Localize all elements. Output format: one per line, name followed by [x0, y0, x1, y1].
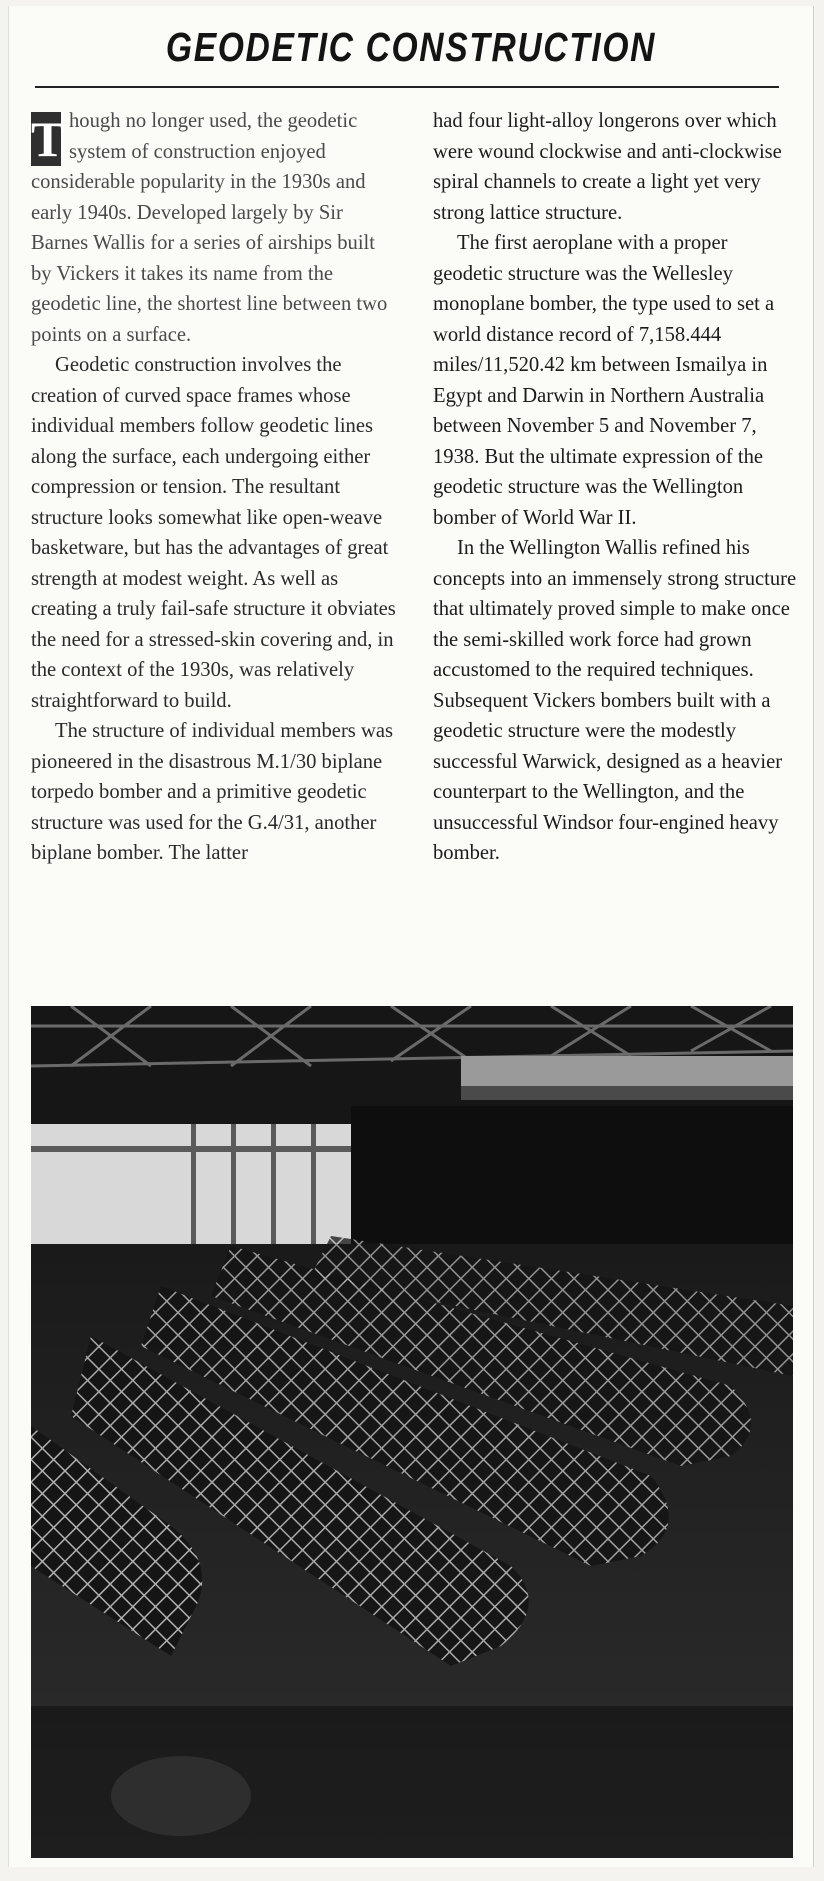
page-title: GEODETIC CONSTRUCTION [165, 24, 657, 70]
paragraph-1-text: hough no longer used, the geodetic system of construction enjoyed considerable popularity in the 1930s and early 1940s. Developed largely by Sir Barnes Wallis for a series of airships built by Vickers it takes its name from the geodetic line, the shortest line between two points on a surface. [31, 110, 388, 346]
article-paragraph-1 [31, 106, 399, 350]
article-paragraph-4: The first aeroplane with a proper geodetic structure was the Wellesley monoplane bomber, the type used to set a world distance record of 7,158.444 miles/11,520.42 km between Ismailya in Egypt and Darwin in Northern Australia between November 5 and November 7, 1938. But the ultimate expression of the geodetic structure was the Wellington bomber of World War II. [433, 232, 775, 529]
title-rule [35, 86, 779, 88]
factory-photo [31, 1006, 793, 1858]
article-paragraph-2: Geodetic construction involves the creation of curved space frames whose individual members follow geodetic lines along the surface, each undergoing either compression or tension. The resultant structure looks somewhat like open-weave basketware, but has the advantages of great strength at modest weight. As well as creating a truly fail-safe structure it obviates the need for a stressed-skin covering and, in the context of the 1930s, was relatively straightforward to build. [31, 354, 396, 712]
article-paragraph-3: The structure of individual members was pioneered in the disastrous M.1/30 biplane torpedo bomber and a primitive geodetic structure was used for the G.4/31, another biplane bomber. The latter [31, 720, 393, 864]
article-column-left [31, 106, 399, 869]
overhead-beam [461, 1056, 793, 1086]
article-column-right [433, 106, 801, 869]
drop-cap: T [31, 111, 65, 167]
article-columns [31, 106, 801, 869]
floor-stand [111, 1756, 251, 1836]
factory-photo-illustration [31, 1006, 793, 1858]
magazine-page [8, 6, 814, 1867]
article-paragraph-3-continued: had four light-alloy longerons over which were wound clockwise and anti-clockwise spiral channels to create a light yet very strong lattice structure. [433, 110, 782, 224]
article-paragraph-5: In the Wellington Wallis refined his concepts into an immensely strong structure that ultimately proved simple to make once the semi-skilled work force had grown accustomed to the required techniques. Subsequent Vickers bombers built with a geodetic structure were the modestly successful Warwick, designed as a heavier counterpart to the Wellington, and the unsuccessful Windsor four-engined heavy bomber. [433, 537, 797, 864]
